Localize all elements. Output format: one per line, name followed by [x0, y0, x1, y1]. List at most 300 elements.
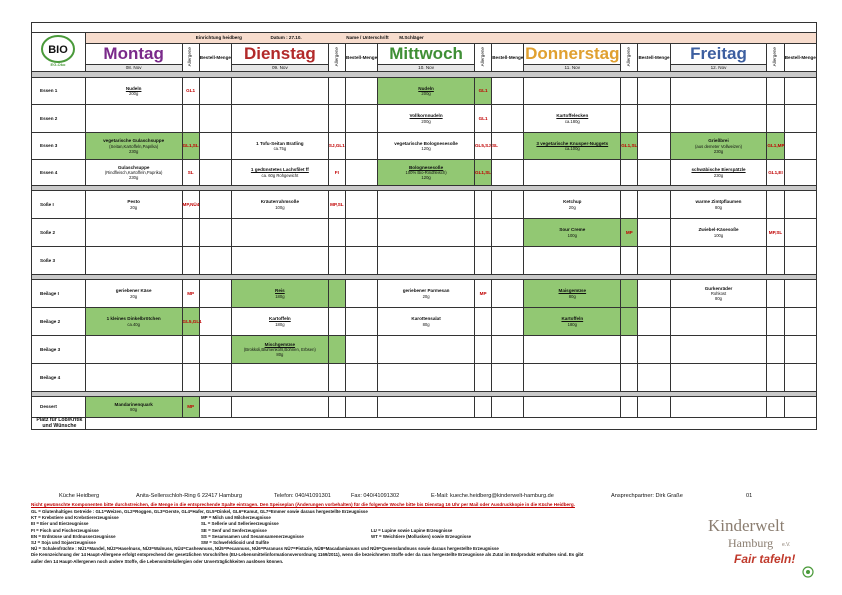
legend-law-1: Die Kennzeichnung der 14 Haupt-Allergene erfolgt entsprechend der gesetzlichen Vorschriften (EU-Lebensmittelinformationsverordnung 1169/2011), wenn die bezeichneten Stoffe oder da raus hergestellte Erzeugnisse als Zutat im Endprodukt enthalten sind. Es gibt — [31, 552, 584, 558]
order-quantity-cell[interactable] — [784, 191, 816, 219]
meal-cell[interactable] — [524, 105, 621, 133]
order-quantity-cell[interactable] — [199, 219, 231, 247]
brand-ev: e.V. — [782, 542, 791, 548]
order-quantity-cell[interactable] — [345, 280, 377, 308]
meal-title: geriebener Parmesan — [402, 288, 450, 294]
order-quantity-cell[interactable] — [784, 364, 816, 392]
meal-portion: 100g — [567, 232, 577, 238]
meal-cell[interactable] — [524, 336, 621, 364]
meal-cell[interactable] — [524, 191, 621, 219]
info-cell — [85, 33, 816, 44]
row-label: Dessert — [32, 397, 86, 418]
allergen-cell: GL1 — [182, 78, 199, 105]
meal-title: Kartoffeln — [561, 316, 584, 322]
order-quantity-cell[interactable] — [345, 191, 377, 219]
legend-item: EN = Erdnüsse und Erdnusserzeugnisse — [31, 533, 116, 539]
legend-item: SJ = Soja und Sojaerzeugnisse — [31, 539, 96, 545]
meal-title: Mandarinenquark — [114, 401, 153, 407]
allergen-cell: GL5,GL1 — [182, 308, 199, 336]
order-quantity-cell[interactable] — [199, 160, 231, 186]
meal-cell[interactable] — [378, 308, 475, 336]
meal-cell[interactable] — [670, 280, 767, 308]
order-quantity-cell[interactable] — [638, 105, 670, 133]
meal-portion: 180g — [275, 293, 285, 299]
day-row — [32, 44, 817, 65]
legend-item: LU = Lupine sowie Lupine Erzeugnisse — [371, 527, 453, 533]
allergen-cell — [182, 105, 199, 133]
meal-portion: 200g — [128, 91, 139, 97]
meal-portion: ca.100g — [564, 146, 580, 152]
meal-portion: ca.180g — [564, 118, 580, 124]
allergen-cell — [767, 364, 784, 392]
allergen-cell: MP — [182, 280, 199, 308]
meal-cell[interactable] — [85, 308, 182, 336]
order-quantity-cell[interactable] — [638, 336, 670, 364]
allergen-cell — [328, 364, 345, 392]
allergen-cell — [621, 78, 638, 105]
allergen-cell: MP,SL — [328, 191, 345, 219]
menu-row — [32, 397, 817, 418]
order-quantity-cell[interactable] — [345, 219, 377, 247]
meal-portion: 20g — [422, 293, 430, 299]
order-quantity-cell[interactable] — [199, 364, 231, 392]
day-date-1: 09. Nov — [231, 65, 328, 72]
meal-title: Bolognesesoße — [408, 164, 444, 170]
allergen-cell — [621, 397, 638, 418]
bestell-header: Bestell-Menge — [492, 44, 524, 72]
meal-title: Grießbrei — [708, 138, 729, 144]
meal-cell[interactable] — [670, 133, 767, 160]
order-quantity-cell[interactable] — [784, 336, 816, 364]
meal-cell[interactable] — [670, 397, 767, 418]
order-quantity-cell[interactable] — [784, 133, 816, 160]
allergen-cell — [767, 308, 784, 336]
day-date-3: 11. Nov — [524, 65, 621, 72]
order-quantity-cell[interactable] — [199, 397, 231, 418]
meal-cell[interactable] — [524, 308, 621, 336]
order-quantity-cell[interactable] — [638, 364, 670, 392]
order-quantity-cell[interactable] — [199, 247, 231, 275]
order-quantity-cell[interactable] — [199, 336, 231, 364]
allergen-cell: GL5,SJ,SL — [474, 133, 491, 160]
order-quantity-cell[interactable] — [784, 308, 816, 336]
meal-cell[interactable] — [524, 364, 621, 392]
order-quantity-cell[interactable] — [345, 133, 377, 160]
order-quantity-cell[interactable] — [492, 160, 524, 186]
order-quantity-cell[interactable] — [638, 308, 670, 336]
order-quantity-cell[interactable] — [492, 105, 524, 133]
meal-cell[interactable] — [231, 397, 328, 418]
meal-cell[interactable] — [85, 219, 182, 247]
meal-portion: ca.40g — [127, 321, 140, 327]
row-label: Essen 1 — [32, 78, 86, 105]
meal-cell[interactable] — [524, 133, 621, 160]
meal-cell[interactable] — [85, 105, 182, 133]
meal-cell[interactable] — [85, 280, 182, 308]
legend-item: FI = Fisch und Fischerzeugnisse — [31, 527, 99, 533]
meal-cell[interactable] — [378, 336, 475, 364]
meal-cell[interactable] — [85, 336, 182, 364]
meal-cell[interactable] — [524, 219, 621, 247]
meal-cell[interactable] — [378, 78, 475, 105]
allergen-cell: SJ,GL1 — [328, 133, 345, 160]
meal-cell[interactable] — [231, 219, 328, 247]
allergen-cell — [767, 247, 784, 275]
order-quantity-cell[interactable] — [345, 105, 377, 133]
legend-law-2: außer den 14 Haupt-Allergenen noch andere Stoffe, die Lebensmittelallergien oder Unverträglichkeiten auslösen können. — [31, 558, 284, 564]
meal-portion: 180g — [567, 321, 577, 327]
allergen-cell — [767, 397, 784, 418]
meal-title: Maisgemüse — [558, 288, 587, 294]
meal-portion: 200g — [421, 91, 431, 97]
meal-portion: 80g — [276, 352, 284, 358]
allergen-cell — [328, 308, 345, 336]
meal-cell[interactable] — [378, 280, 475, 308]
allergen-cell — [182, 364, 199, 392]
meal-cell[interactable] — [85, 397, 182, 418]
meal-portion: 80g — [130, 407, 138, 413]
meal-cell[interactable] — [378, 219, 475, 247]
allergen-cell — [182, 219, 199, 247]
allergen-cell: GL1 — [474, 78, 491, 105]
meal-portion: 80g — [568, 293, 576, 299]
meal-cell[interactable] — [670, 336, 767, 364]
meal-portion: 80g — [715, 204, 723, 210]
order-quantity-cell[interactable] — [199, 78, 231, 105]
meal-subtitle: (Rindfleisch,Kartoffeln,Paprika) — [104, 170, 163, 176]
meal-cell[interactable] — [231, 247, 328, 275]
meal-cell[interactable] — [670, 219, 767, 247]
meal-title: vegetarische Gulaschsuppe — [103, 138, 165, 144]
meal-portion: 100g — [713, 232, 724, 238]
meal-title: warme Zimtpflaumen — [695, 199, 742, 205]
order-quantity-cell[interactable] — [345, 308, 377, 336]
meal-portion: 20g — [130, 293, 138, 299]
order-quantity-cell[interactable] — [638, 219, 670, 247]
date-value[interactable]: 27.10. — [288, 35, 302, 41]
meal-cell[interactable] — [524, 160, 621, 186]
info-row — [32, 33, 817, 44]
meal-portion: 80g — [715, 296, 723, 302]
meal-title: Nudeln — [418, 85, 434, 91]
allergen-cell: GL1,SL — [182, 133, 199, 160]
order-quantity-cell[interactable] — [784, 280, 816, 308]
row-label: Essen 2 — [32, 105, 86, 133]
meal-cell[interactable] — [231, 191, 328, 219]
meal-cell[interactable] — [670, 78, 767, 105]
meal-cell[interactable] — [670, 105, 767, 133]
meal-cell[interactable] — [378, 191, 475, 219]
bestell-header: Bestell-Menge — [199, 44, 231, 72]
order-quantity-cell[interactable] — [345, 336, 377, 364]
meal-portion: 200g — [421, 118, 431, 124]
meal-portion: 180g — [275, 321, 285, 327]
meal-cell[interactable] — [231, 78, 328, 105]
allergen-cell — [182, 247, 199, 275]
row-label: Soße 2 — [32, 219, 86, 247]
feedback-field[interactable] — [85, 418, 816, 430]
day-date-0: 08. Nov — [85, 65, 182, 72]
allergen-cell — [474, 191, 491, 219]
order-quantity-cell[interactable] — [492, 247, 524, 275]
brand-line-3: Fair tafeln! — [734, 552, 796, 566]
row-label: Beilage I — [32, 280, 86, 308]
allergen-cell — [474, 336, 491, 364]
row-label: Beilage 4 — [32, 364, 86, 392]
meal-cell[interactable] — [85, 364, 182, 392]
meal-portion: 230g — [713, 148, 724, 154]
allergen-cell — [474, 219, 491, 247]
order-quantity-cell[interactable] — [345, 364, 377, 392]
allergene-header-label: Allergene — [772, 47, 778, 67]
row-label: Essen 4 — [32, 160, 86, 186]
legend-mid-column — [201, 515, 371, 546]
menu-table — [31, 22, 817, 430]
menu-row — [32, 133, 817, 160]
meal-cell[interactable] — [85, 191, 182, 219]
meal-cell[interactable] — [85, 160, 182, 186]
allergen-cell: GL1,SL — [474, 160, 491, 186]
day-name-2: Mittwoch — [378, 44, 475, 65]
meal-cell[interactable] — [231, 160, 328, 186]
order-quantity-cell[interactable] — [638, 247, 670, 275]
allergen-cell — [621, 336, 638, 364]
order-quantity-cell[interactable] — [199, 308, 231, 336]
order-quantity-cell[interactable] — [638, 397, 670, 418]
meal-cell[interactable] — [85, 78, 182, 105]
menu-row — [32, 364, 817, 392]
order-quantity-cell[interactable] — [784, 78, 816, 105]
allergen-cell — [621, 280, 638, 308]
meal-cell[interactable] — [378, 160, 475, 186]
legend-item: SE = Senf und Senferzeugnisse — [201, 527, 267, 533]
meal-subtitle: (Brokkoli,Blumenkohl,Bohnen, Erbsen) — [243, 347, 316, 353]
menu-row — [32, 280, 817, 308]
order-quantity-cell[interactable] — [784, 105, 816, 133]
meal-cell[interactable] — [231, 133, 328, 160]
allergen-cell — [328, 280, 345, 308]
allergen-cell: MP — [474, 280, 491, 308]
order-quantity-cell[interactable] — [638, 160, 670, 186]
meal-title: Vollkornnudeln — [409, 113, 443, 119]
allergen-cell: MP — [621, 219, 638, 247]
order-quantity-cell[interactable] — [492, 364, 524, 392]
meal-subtitle: 100% Bio-Rindfleisch) — [405, 170, 447, 176]
row-label: Soße I — [32, 191, 86, 219]
order-quantity-cell[interactable] — [492, 78, 524, 105]
allergen-legend — [31, 509, 691, 565]
meal-portion: 230g — [713, 172, 724, 178]
order-note: Nicht gewünschte Komponenten bitte durchstreichen, die Menge in die entsprechende Spalte eintragen. Den Speiseplan (Änderungen vorbehalten) für die folgende Woche bitte bis Dienstag 16 Uhr per Mail oder Ausdruckkopie in die Küche Heidberg. — [31, 502, 575, 507]
order-quantity-cell[interactable] — [345, 247, 377, 275]
meal-cell[interactable] — [85, 247, 182, 275]
menu-row — [32, 160, 817, 186]
meal-title: Karottensalat — [411, 316, 441, 322]
meal-cell[interactable] — [231, 336, 328, 364]
meal-title: schwäbische Eierspätzle — [691, 167, 746, 173]
allergene-header-label: Allergene — [187, 47, 193, 67]
menu-sheet — [31, 22, 817, 430]
legend-item: MP = Milch und Milcherzeugnisse — [201, 515, 271, 521]
allergene-header — [328, 44, 345, 72]
footer-email[interactable]: E-Mail: kueche.heidberg@kinderwelt-hamburg.de — [431, 492, 554, 499]
date-label: Datum : — [270, 35, 288, 41]
order-quantity-cell[interactable] — [784, 397, 816, 418]
meal-cell[interactable] — [378, 364, 475, 392]
meal-cell[interactable] — [378, 397, 475, 418]
row-label: Beilage 2 — [32, 308, 86, 336]
legend-item: SW = Schwefeldioxid und Sulfite — [201, 539, 269, 545]
order-quantity-cell[interactable] — [199, 191, 231, 219]
allergen-cell: GL1,MP — [767, 133, 784, 160]
order-quantity-cell[interactable] — [492, 219, 524, 247]
bio-text: BIO — [48, 44, 69, 57]
order-quantity-cell[interactable] — [638, 133, 670, 160]
allergen-cell — [621, 308, 638, 336]
meal-cell[interactable] — [231, 280, 328, 308]
seal-icon — [802, 566, 814, 578]
meal-title: Kartoffeln — [269, 316, 291, 322]
order-quantity-cell[interactable] — [199, 105, 231, 133]
legend-nuts: NÜ = Schalenfrüchte : NÜ1=Mandel, NÜ2=Haselnuss, NÜ3=Walnuss, NÜ4=Cashewnuss, NÜ5=Pecannuss, NÜ6=Paranuss NÜ7=Pistazie, NÜ8=Macadamianuss und NÜ9=Queenslandnuss sowie daraus hergestellte Erzeugnisse — [31, 546, 499, 552]
order-quantity-cell[interactable] — [492, 397, 524, 418]
day-name-4: Freitag — [670, 44, 767, 65]
meal-portion: 100g — [275, 204, 285, 210]
top-empty-row — [32, 23, 817, 33]
meal-title: Zwiebel-Käsesoße — [698, 227, 739, 233]
allergen-cell — [767, 191, 784, 219]
day-name-0: Montag — [85, 44, 182, 65]
day-name-1: Dienstag — [231, 44, 328, 65]
bio-sub-text: EG-Öko — [50, 62, 66, 68]
meal-cell[interactable] — [670, 364, 767, 392]
bestell-header: Bestell-Menge — [638, 44, 670, 72]
allergen-cell: MP,NÜ4 — [182, 191, 199, 219]
order-quantity-cell[interactable] — [345, 78, 377, 105]
order-quantity-cell[interactable] — [345, 160, 377, 186]
allergene-header — [182, 44, 199, 72]
menu-row — [32, 336, 817, 364]
allergen-cell: FI — [328, 160, 345, 186]
order-quantity-cell[interactable] — [199, 280, 231, 308]
footer-address: Anita-Sellenschloh-Ring 6 22417 Hamburg — [136, 492, 243, 499]
meal-title: 3 vegetarische Knusper-Nuggets — [536, 140, 609, 146]
allergen-cell — [328, 336, 345, 364]
meal-cell[interactable] — [524, 397, 621, 418]
order-quantity-cell[interactable] — [492, 191, 524, 219]
meal-cell[interactable] — [231, 308, 328, 336]
order-quantity-cell[interactable] — [784, 160, 816, 186]
legend-left-column — [31, 515, 201, 546]
menu-row — [32, 191, 817, 219]
allergene-header — [621, 44, 638, 72]
allergen-cell — [621, 364, 638, 392]
order-quantity-cell[interactable] — [492, 336, 524, 364]
order-quantity-cell[interactable] — [492, 308, 524, 336]
meal-portion: 120g — [421, 175, 431, 181]
order-quantity-cell[interactable] — [492, 280, 524, 308]
row-label: Beilage 3 — [32, 336, 86, 364]
legend-item: SL = Sellerie und Sellerieerzeugnisse — [201, 521, 279, 527]
meal-cell[interactable] — [378, 133, 475, 160]
meal-portion: 20g — [130, 204, 138, 210]
order-quantity-cell[interactable] — [784, 219, 816, 247]
allergene-header-label: Allergene — [625, 47, 631, 67]
allergen-cell — [474, 247, 491, 275]
date-row — [32, 65, 817, 72]
meal-title: Gulaschsuppe — [117, 164, 150, 170]
meal-subtitle: (aus demeter Vollweizen) — [695, 143, 743, 149]
meal-cell[interactable] — [670, 191, 767, 219]
meal-cell[interactable] — [524, 78, 621, 105]
meal-cell[interactable] — [670, 247, 767, 275]
order-quantity-cell[interactable] — [638, 280, 670, 308]
meal-portion: 230g — [128, 148, 139, 154]
allergen-cell — [328, 105, 345, 133]
meal-title: 1 kleines Dinkelbrötchen — [106, 316, 161, 322]
allergen-cell: SL — [182, 160, 199, 186]
meal-title: Nudeln — [125, 85, 142, 91]
menu-row — [32, 247, 817, 275]
allergen-cell — [767, 105, 784, 133]
feedback-label: Platz für Lob/Kritik und Wünsche — [32, 418, 86, 430]
meal-cell[interactable] — [231, 105, 328, 133]
meal-cell[interactable] — [670, 160, 767, 186]
allergen-cell — [767, 280, 784, 308]
footer-kitchen: Küche Heidberg — [59, 492, 100, 499]
meal-cell[interactable] — [378, 105, 475, 133]
signature-value[interactable]: M.Schläger — [399, 35, 424, 41]
allergen-cell — [621, 247, 638, 275]
meal-portion: ca.75g — [273, 146, 287, 152]
signature-label: Name / Unterschrift — [346, 35, 389, 41]
allergen-cell — [474, 397, 491, 418]
allergen-cell: MP,SL — [767, 219, 784, 247]
meal-title: 1 Tofu-Seitan Bratling — [256, 140, 304, 146]
legend-item: WT = Weichtiere (Mollusken) sowie Erzeugnisse — [371, 533, 472, 539]
meal-portion: 20g — [568, 204, 576, 210]
meal-cell[interactable] — [85, 133, 182, 160]
allergen-cell — [328, 397, 345, 418]
meal-title: Sour Creme — [559, 227, 586, 233]
bio-seal-icon — [40, 34, 76, 68]
meal-cell[interactable] — [670, 308, 767, 336]
footer-page: 01 — [746, 492, 753, 499]
meal-title: Pesto — [127, 199, 140, 205]
meal-cell[interactable] — [231, 364, 328, 392]
allergen-cell — [328, 219, 345, 247]
order-quantity-cell[interactable] — [638, 191, 670, 219]
bestell-header: Bestell-Menge — [345, 44, 377, 72]
meal-subtitle: (Seitan,Kartoffeln,Paprika) — [109, 143, 159, 149]
meal-cell[interactable] — [378, 247, 475, 275]
legend-item: KT = Krebstiere und Krebstiererzeugnisse — [31, 515, 119, 521]
legend-right-column — [371, 515, 571, 546]
meal-cell[interactable] — [524, 280, 621, 308]
footer-phone: Telefon: 040/41091301 — [274, 492, 331, 499]
order-quantity-cell[interactable] — [784, 247, 816, 275]
order-quantity-cell[interactable] — [345, 397, 377, 418]
brand-line-1: Kinderwelt — [708, 516, 785, 535]
order-quantity-cell[interactable] — [638, 78, 670, 105]
order-quantity-cell[interactable] — [199, 133, 231, 160]
meal-title: Gurkenräder — [704, 285, 733, 291]
allergene-header-label: Allergene — [479, 47, 485, 67]
bestell-header: Bestell-Menge — [784, 44, 816, 72]
meal-cell[interactable] — [524, 247, 621, 275]
bio-logo — [32, 33, 86, 72]
meal-portion: 230g — [128, 175, 139, 181]
